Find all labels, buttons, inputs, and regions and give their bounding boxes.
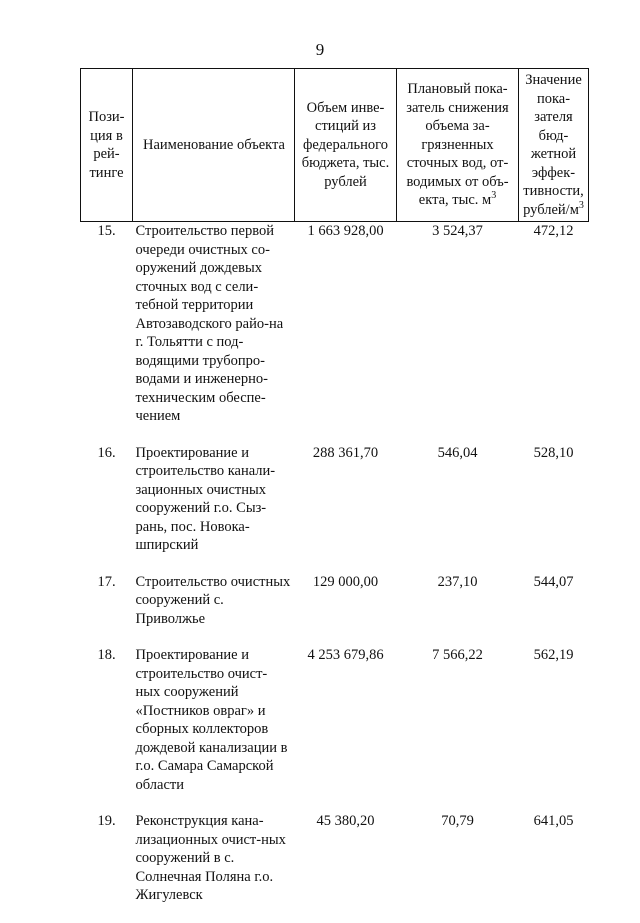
row-reduction: 70,79 (441, 813, 474, 829)
row-investment: 288 361,70 (312, 444, 379, 461)
row-position: 19. (97, 813, 116, 829)
header-efficiency: Значение пока-зателя бюд-жетной эффек-тивности, рублей/$м^3$ (519, 69, 589, 222)
row-efficiency: 528,10 (533, 444, 574, 461)
row-name: Строительство первой очереди очистных со-оружений дождевых сточных вод с сели-тебной территории Автозаводского райо-на г. Тольятти с под-водящими трубопро-водами и инженерно-техническим обеспе-чением (135, 223, 284, 424)
header-position: Пози-ция в рей-тинге (81, 69, 133, 222)
row-position: 18. (97, 647, 116, 663)
row-name: Строительство очистных сооружений с. Приволжье (135, 573, 291, 627)
row-position: 16. (97, 444, 116, 461)
row-efficiency: 472,12 (533, 223, 574, 239)
row-investment: 1 663 928,00 (307, 223, 384, 239)
table-row (81, 573, 589, 647)
investment-table (80, 68, 589, 923)
table-row (81, 812, 589, 923)
row-efficiency: 544,07 (533, 573, 574, 590)
table-row (81, 444, 589, 573)
header-reduction: Плановый пока-затель снижения объема за-грязненных сточных вод, от-водимых от объ-екта, тыс. $м^3$ (397, 69, 519, 222)
header-name: Наименование объекта (133, 69, 295, 222)
row-efficiency: 562,19 (533, 647, 574, 663)
row-investment: 129 000,00 (312, 573, 379, 590)
row-name: Проектирование и строительство очист-ных сооружений «Постников овраг» и сборных коллекторов дождевой канализации в г.о. Самара Самарской области (135, 647, 288, 793)
row-position: 15. (97, 223, 116, 239)
table-row (81, 222, 589, 444)
row-name: Реконструкция кана-лизационных очист-ных сооружений в с. Солнечная Поляна г.о. Жигулевск (135, 813, 286, 903)
row-reduction: 546,04 (437, 444, 478, 461)
row-name: Проектирование и строительство канали-зационных очистных сооружений г.о. Сыз-рань, пос. Новока-шпирский (135, 444, 276, 553)
row-reduction: 3 524,37 (432, 223, 483, 239)
row-reduction: 7 566,22 (432, 647, 483, 663)
row-investment: 4 253 679,86 (307, 647, 384, 663)
row-efficiency: 641,05 (533, 813, 574, 829)
page-number: 9 (315, 40, 325, 59)
table-row (81, 646, 589, 812)
table-header-row (81, 69, 589, 222)
row-reduction: 237,10 (437, 573, 478, 590)
row-investment: 45 380,20 (316, 813, 375, 829)
row-position: 17. (97, 573, 116, 590)
header-investment: Объем инве-стиций из федерального бюджета, тыс. рублей (295, 69, 397, 222)
